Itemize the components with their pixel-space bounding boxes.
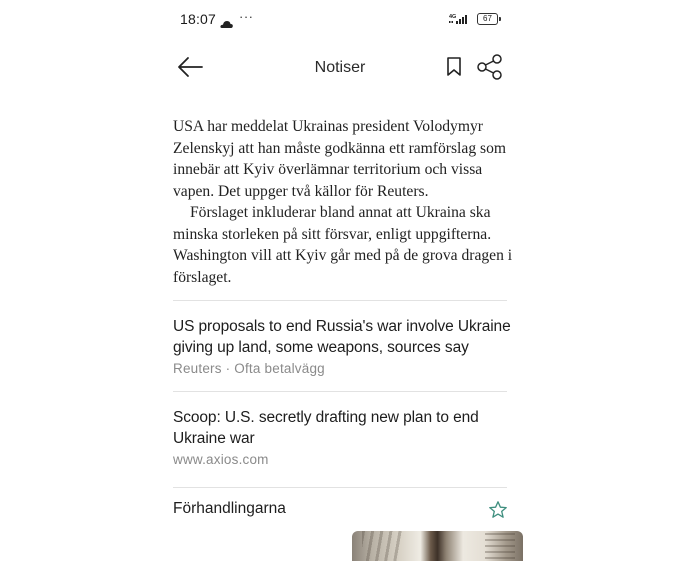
- top-bar: [0, 48, 680, 88]
- arrow-left-icon: [176, 55, 204, 79]
- topic-image[interactable]: [352, 531, 523, 561]
- link-card-reuters[interactable]: [173, 317, 513, 376]
- star-outline-icon: [488, 500, 508, 520]
- page-title: Notiser: [314, 59, 366, 76]
- section-title: Förhandlingarna: [173, 500, 286, 517]
- link-title: US proposals to end Russia's war involve Ukraine giving up land, some weapons, sources say: [173, 318, 511, 356]
- follow-topic-button[interactable]: [488, 500, 508, 520]
- share-button[interactable]: [476, 54, 504, 80]
- link-card-axios[interactable]: [173, 408, 513, 467]
- divider: [173, 300, 507, 301]
- cloud-icon: [220, 15, 233, 33]
- status-time: 18:07: [180, 11, 217, 27]
- signal-icon: [449, 12, 473, 30]
- svg-text:4G: 4G: [449, 14, 457, 20]
- article-body: [173, 116, 513, 288]
- link-source: www.axios.com: [173, 452, 269, 467]
- battery-indicator: 67: [477, 13, 498, 25]
- back-button[interactable]: [176, 55, 204, 79]
- link-source: Reuters · Ofta betalvägg: [173, 361, 325, 376]
- article-paragraph: Förslaget inkluderar bland annat att Ukraina ska minska storleken på sitt försvar, enligt uppgifterna. Washington vill att Kyiv går med på de grova dragen i förslaget.: [173, 204, 513, 286]
- status-bar: [0, 0, 680, 38]
- share-icon: [476, 54, 504, 80]
- divider: [173, 487, 507, 488]
- article-paragraph: USA har meddelat Ukrainas president Volodymyr Zelenskyj att han måste godkänna ett ramförslag som innebär att Kyiv överlämnar territorium och vissa vapen. Det uppger två källor för Reuters.: [173, 118, 507, 200]
- bookmark-button[interactable]: [445, 56, 463, 78]
- divider: [173, 391, 507, 392]
- link-title: Scoop: U.S. secretly drafting new plan to end Ukraine war: [173, 409, 479, 447]
- more-notifications-icon: ···: [239, 9, 254, 24]
- bookmark-icon: [445, 56, 463, 78]
